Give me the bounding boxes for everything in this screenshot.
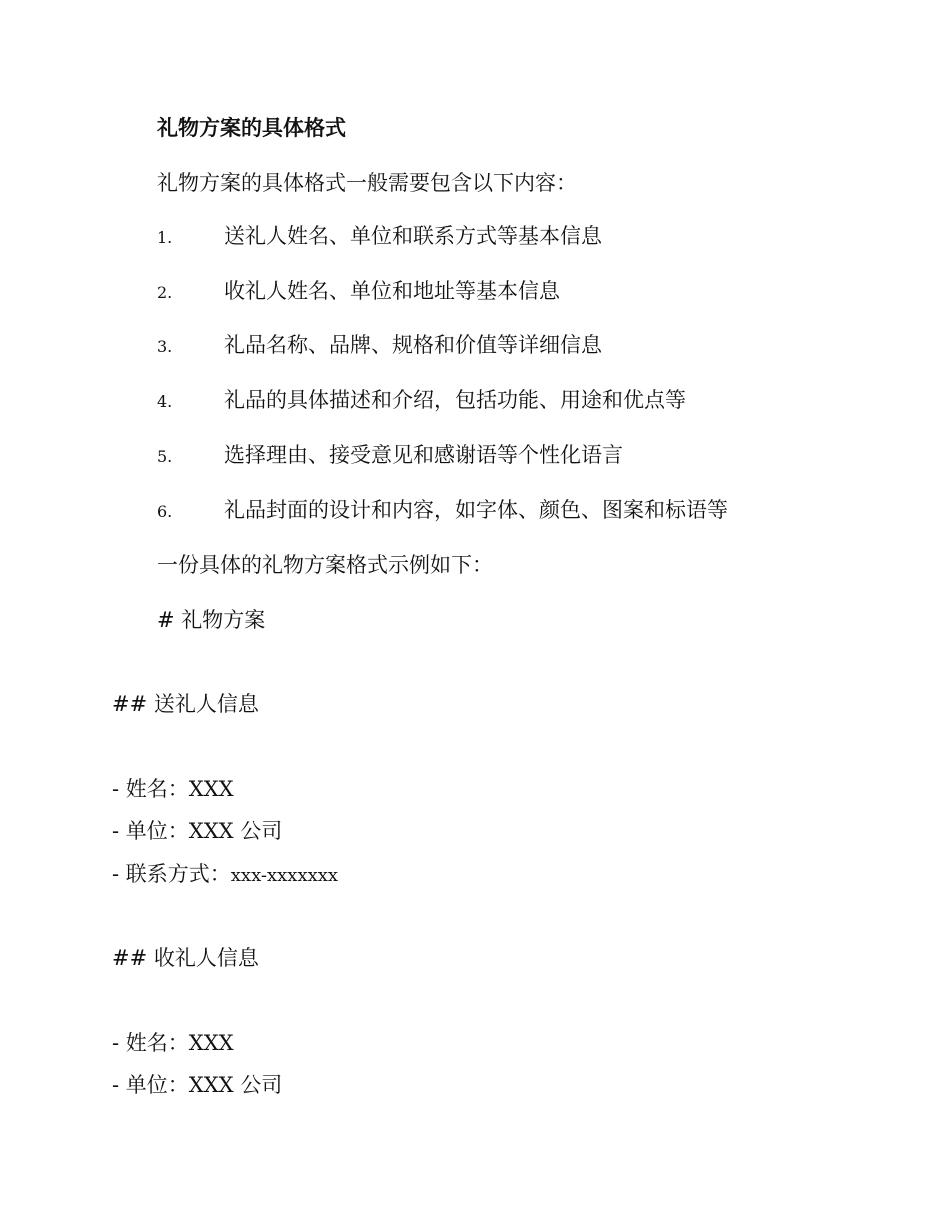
document-title: 礼物方案的具体格式 [157, 115, 346, 140]
sender-name-line [112, 775, 234, 803]
list-item-text: 送礼人姓名、单位和联系方式等基本信息 [224, 224, 602, 248]
sender-contact-label: - 联系方式： [112, 862, 231, 886]
recipient-name-value: XXX [188, 1031, 234, 1055]
list-item-number: 6. [157, 502, 173, 521]
sender-name-label: - 姓名： [112, 777, 189, 801]
list-item-text: 礼品名称、品牌、规格和价值等详细信息 [224, 333, 602, 357]
sender-unit-line [112, 817, 282, 845]
recipient-unit-label: - 单位： [112, 1073, 189, 1097]
list-item-text: 收礼人姓名、单位和地址等基本信息 [224, 279, 560, 303]
list-item-number: 2. [157, 283, 173, 302]
recipient-name-line [112, 1029, 234, 1057]
sender-name-value: XXX [188, 777, 234, 801]
sender-unit-value: XXX 公司 [188, 819, 283, 843]
list-item-text: 礼品封面的设计和内容，如字体、颜色、图案和标语等 [224, 498, 728, 522]
list-item-number: 1. [157, 228, 173, 247]
list-item-number: 3. [157, 337, 173, 356]
list-item-number: 5. [157, 447, 173, 466]
list-item-number: 4. [157, 392, 173, 411]
intro-paragraph: 礼物方案的具体格式一般需要包含以下内容： [157, 171, 577, 195]
markdown-h1: # 礼物方案 [157, 608, 266, 632]
recipient-name-label: - 姓名： [112, 1031, 189, 1055]
list-item-text: 礼品的具体描述和介绍，包括功能、用途和优点等 [224, 388, 686, 412]
sender-heading: ## 送礼人信息 [112, 692, 259, 716]
list-item-text: 选择理由、接受意见和感谢语等个性化语言 [224, 443, 623, 467]
recipient-heading: ## 收礼人信息 [112, 946, 259, 970]
recipient-unit-line [112, 1071, 282, 1099]
recipient-unit-value: XXX 公司 [188, 1073, 283, 1097]
sender-unit-label: - 单位： [112, 819, 189, 843]
example-intro: 一份具体的礼物方案格式示例如下： [157, 553, 493, 577]
sender-contact-line [112, 860, 338, 890]
sender-contact-value: xxx-xxxxxxx [230, 865, 339, 886]
